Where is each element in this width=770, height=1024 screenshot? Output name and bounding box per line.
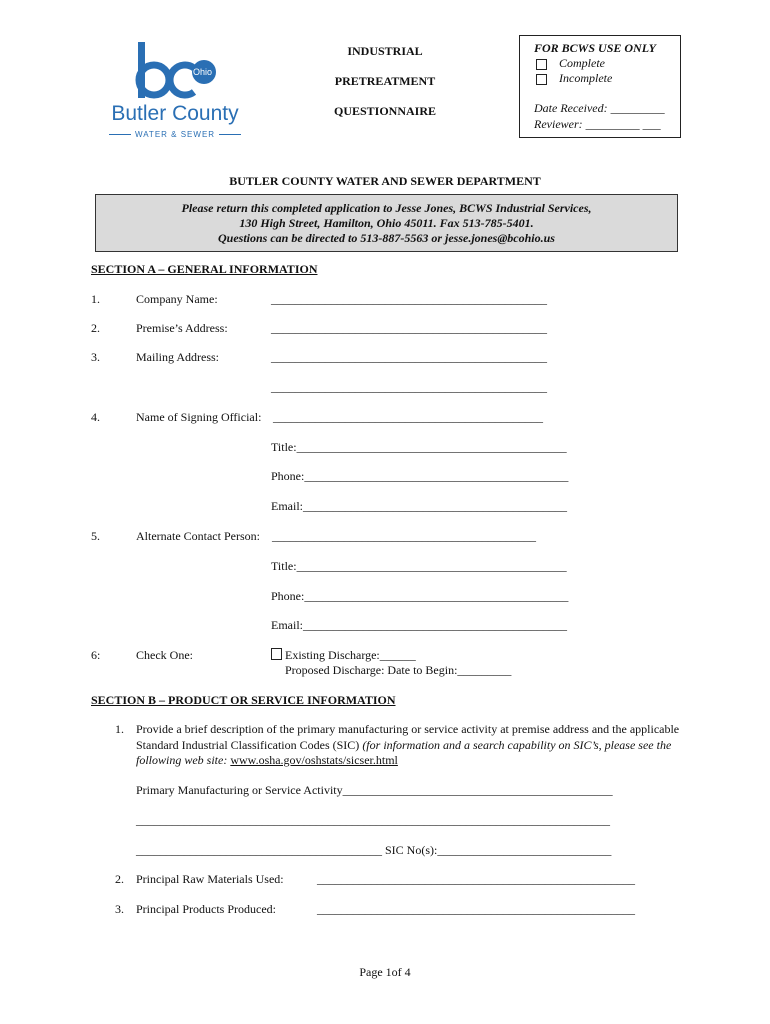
bcws-use-box [519, 35, 681, 138]
products-produced-field[interactable]: _____________________________________________________ [317, 902, 635, 916]
proposed-discharge-label[interactable]: Proposed Discharge: Date to Begin:_________ [285, 663, 512, 677]
mailing-address-field-2[interactable]: ______________________________________________ [271, 380, 547, 394]
logo-ohio: Ohio [193, 67, 213, 77]
item-number: 1. [115, 722, 124, 736]
company-name-label: Company Name: [136, 292, 218, 306]
primary-activity-blank[interactable]: _________________________________________ [136, 843, 382, 857]
signing-official-phone-field[interactable]: Phone:____________________________________________ [271, 469, 569, 483]
company-name-field[interactable]: ______________________________________________ [271, 292, 547, 306]
sic-instruction-line-3 [136, 753, 398, 768]
sic-number-field[interactable]: SIC No(s):_____________________________ [385, 843, 612, 857]
sic-instruction-line-1: Provide a brief description of the primary manufacturing or service activity at premise address and the applicable [136, 722, 680, 736]
header-title-2: PRETREATMENT [334, 74, 436, 88]
existing-discharge-checkbox[interactable] [271, 648, 282, 660]
alternate-contact-email-field[interactable]: Email:____________________________________________ [271, 618, 567, 632]
signing-official-title-field[interactable]: Title:_____________________________________________ [271, 440, 567, 454]
item-number: 3. [115, 902, 124, 916]
complete-checkbox[interactable] [536, 59, 547, 70]
signing-official-email-field[interactable]: Email:____________________________________________ [271, 499, 567, 513]
check-one-label: Check One: [136, 648, 193, 662]
complete-label: Complete [559, 56, 605, 70]
alternate-contact-label: Alternate Contact Person: [136, 529, 260, 543]
incomplete-label: Incomplete [559, 71, 613, 85]
logo-tagline: WATER & SEWER [100, 130, 250, 139]
section-a-heading: SECTION A – GENERAL INFORMATION [91, 262, 318, 276]
header-title-3: QUESTIONNAIRE [333, 104, 437, 118]
notice-line-3: Questions can be directed to 513-887-5563 or jesse.jones@bcohio.us [218, 231, 555, 245]
logo-brand: Butler County [111, 102, 239, 125]
department-heading: BUTLER COUNTY WATER AND SEWER DEPARTMENT [229, 174, 541, 188]
primary-activity-field-3 [136, 843, 611, 858]
reviewer: Reviewer: _________ ___ [534, 117, 661, 131]
section-b-heading: SECTION B – PRODUCT OR SERVICE INFORMATION [91, 693, 396, 707]
products-produced-label: Principal Products Produced: [136, 902, 276, 916]
page-number: Page 1of 4 [359, 965, 411, 979]
return-notice [95, 194, 678, 252]
item-number: 3. [91, 350, 100, 364]
alternate-contact-field[interactable]: ____________________________________________ [272, 529, 536, 543]
item-number: 4. [91, 410, 100, 424]
date-received: Date Received: _________ [534, 101, 665, 115]
mailing-address-label: Mailing Address: [136, 350, 219, 364]
premise-address-field[interactable]: ______________________________________________ [271, 321, 547, 335]
notice-line-1: Please return this completed application to Jesse Jones, BCWS Industrial Services, [181, 201, 592, 215]
existing-discharge-label: Existing Discharge:______ [285, 648, 416, 662]
header-title-1: INDUSTRIAL [347, 44, 423, 58]
item-number: 5. [91, 529, 100, 543]
sic-instruction-italic: (for information and a search capability on SIC’s, please see the [362, 738, 672, 752]
raw-materials-field[interactable]: _____________________________________________________ [317, 872, 635, 886]
osha-sic-link[interactable]: www.osha.gov/oshstats/sicser.html [230, 753, 398, 767]
sic-instruction-line-2 [136, 738, 671, 753]
premise-address-label: Premise’s Address: [136, 321, 228, 335]
item-number: 1. [91, 292, 100, 306]
sic-website-label: following web site: [136, 753, 231, 767]
alternate-contact-phone-field[interactable]: Phone:____________________________________________ [271, 589, 569, 603]
sic-instruction-text: Standard Industrial Classification Codes (SIC) [136, 738, 363, 752]
signing-official-label: Name of Signing Official: [136, 410, 262, 424]
notice-line-2: 130 High Street, Hamilton, Ohio 45011. Fax 513-785-5401. [239, 216, 534, 230]
mailing-address-field[interactable]: ______________________________________________ [271, 350, 547, 364]
primary-activity-field[interactable]: Primary Manufacturing or Service Activity_____________________________________________ [136, 783, 613, 797]
item-number: 2. [115, 872, 124, 886]
bcws-box-title: FOR BCWS USE ONLY [534, 41, 656, 55]
item-number: 2. [91, 321, 100, 335]
item-number: 6: [91, 648, 101, 662]
raw-materials-label: Principal Raw Materials Used: [136, 872, 284, 886]
butler-county-logo [100, 40, 250, 150]
existing-discharge-option[interactable] [271, 648, 416, 663]
incomplete-checkbox[interactable] [536, 74, 547, 85]
signing-official-field[interactable]: _____________________________________________ [273, 410, 543, 424]
alternate-contact-title-field[interactable]: Title:_____________________________________________ [271, 559, 567, 573]
primary-activity-field-2[interactable]: _______________________________________________________________________________ [136, 813, 610, 827]
